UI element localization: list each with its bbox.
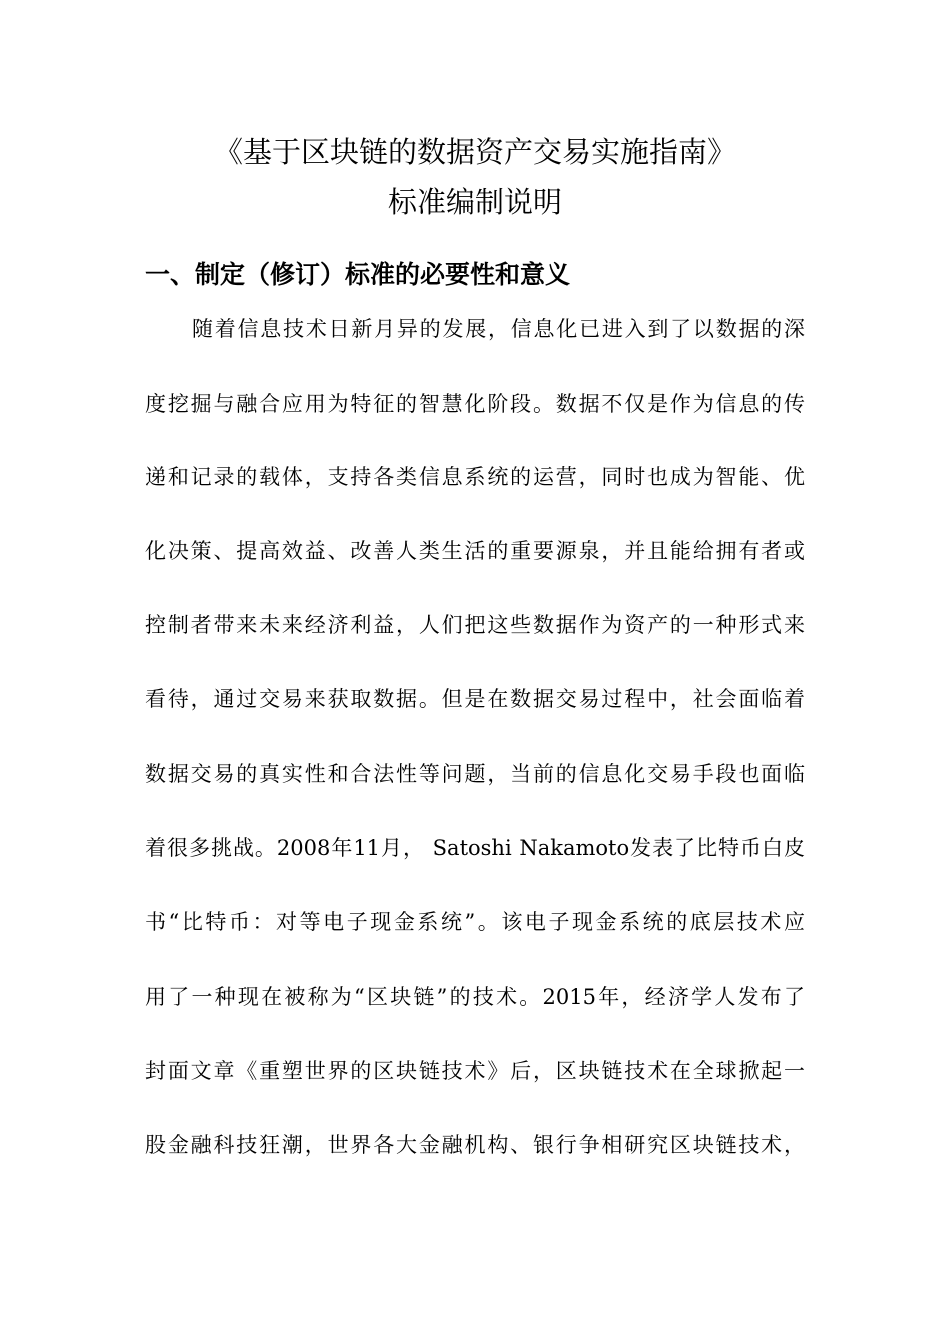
document-subtitle: 标准编制说明: [387, 185, 562, 219]
paragraph-line: 随着信息技术日新月异的发展，信息化已进入到了以数据的深: [192, 317, 805, 341]
paragraph-line: 着很多挑战。2008年11月， Satoshi Nakamoto发表了比特币白皮: [145, 836, 805, 860]
paragraph-line: 递和记录的载体，支持各类信息系统的运营，同时也成为智能、优: [145, 465, 805, 489]
paragraph-line: 封面文章《重塑世界的区块链技术》后，区块链技术在全球掀起一: [145, 1059, 805, 1083]
paragraph-line: 书“比特币：对等电子现金系统”。该电子现金系统的底层技术应: [145, 910, 805, 934]
paragraph-line: 数据交易的真实性和合法性等问题，当前的信息化交易手段也面临: [145, 762, 805, 786]
section-heading: 一、制定（修订）标准的必要性和意义: [145, 260, 571, 289]
paragraph-line: 化决策、提高效益、改善人类生活的重要源泉，并且能给拥有者或: [145, 539, 805, 563]
document-title: 《基于区块链的数据资产交易实施指南》: [213, 135, 736, 169]
paragraph-line: 控制者带来未来经济利益，人们把这些数据作为资产的一种形式来: [145, 613, 805, 637]
paragraph-line: 看待，通过交易来获取数据。但是在数据交易过程中，社会面临着: [145, 687, 805, 711]
paragraph-line: 股金融科技狂潮，世界各大金融机构、银行争相研究区块链技术，: [145, 1133, 805, 1157]
paragraph-line: 度挖掘与融合应用为特征的智慧化阶段。数据不仅是作为信息的传: [145, 392, 805, 416]
paragraph-line: 用了一种现在被称为“区块链”的技术。2015年，经济学人发布了: [145, 985, 805, 1009]
